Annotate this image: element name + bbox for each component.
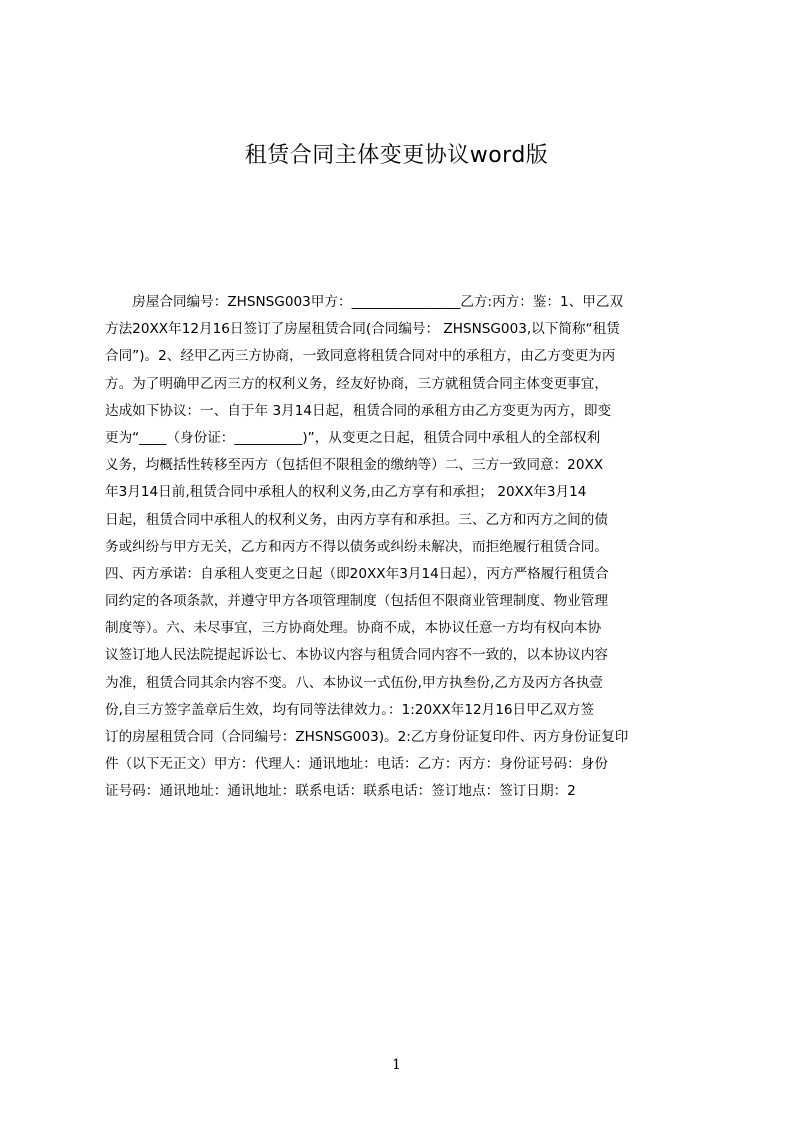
body-line: 年3月14日前,租赁合同中承租人的权利义务,由乙方享有和承担； 20XX年3月14 <box>105 484 587 501</box>
body-line: 为准，租赁合同其余内容不变。八、本协议一式伍份,甲方执叁份,乙方及丙方各执壹 <box>105 674 604 691</box>
document-body <box>105 289 697 800</box>
body-line: 议签订地人民法院提起诉讼七、本协议内容与租赁合同内容不一致的，以本协议内容 <box>105 647 608 664</box>
body-line: 同约定的各项条款，并遵守甲方各项管理制度（包括但不限商业管理制度、物业管理 <box>105 593 608 610</box>
body-line: 方法20XX年12月16日签订了房屋租赁合同(合同编号： ZHSNSG003,以下简称“租赁 <box>105 321 620 338</box>
body-line: 证号码：通讯地址：通讯地址：联系电话：联系电话：签订地点：签订日期：2 <box>105 783 576 800</box>
page-number: 1 <box>392 1057 401 1073</box>
body-line: 更为“____（身份证：__________)”，从变更之日起，租赁合同中承租人的全部权利 <box>105 429 601 446</box>
document-title: 租赁合同主体变更协议word版 <box>244 143 549 168</box>
body-line: 件（以下无正文）甲方：代理人：通讯地址：电话：乙方：丙方：身份证号码：身份 <box>105 756 608 773</box>
body-line: 日起，租赁合同中承租人的权利义务，由丙方享有和承担。三、乙方和丙方之间的债 <box>105 511 608 528</box>
body-line: 制度等）。六、未尽事宜，三方协商处理。协商不成，本协议任意一方均有权向本协 <box>105 620 602 637</box>
body-line: 份,自三方签字盖章后生效，均有同等法律效力。：1:20XX年12月16日甲乙双方签 <box>105 701 595 718</box>
body-line: 房屋合同编号：ZHSNSG003甲方：________________乙方:丙方：鉴：1、甲乙双 <box>105 294 624 310</box>
body-line: 务或纠纷与甲方无关，乙方和丙方不得以债务或纠纷未解决，而拒绝履行租赁合同。 <box>105 538 608 555</box>
body-line: 订的房屋租赁合同（合同编号：ZHSNSG003)。2:乙方身份证复印件、丙方身份证复印 <box>105 729 629 745</box>
body-line: 义务，均概括性转移至丙方（包括但不限租金的缴纳等）二、三方一致同意：20XX <box>105 457 604 474</box>
body-line: 达成如下协议：一、自于年 3月14日起，租赁合同的承租方由乙方变更为丙方，即变 <box>105 402 612 419</box>
body-line: 四、丙方承诺：自承租人变更之日起（即20XX年3月14日起），丙方严格履行租赁合 <box>105 565 609 582</box>
body-line: 合同”)。2、经甲乙丙三方协商，一致同意将租赁合同对中的承租方，由乙方变更为丙 <box>105 348 616 365</box>
body-line: 方。为了明确甲乙丙三方的权利义务，经友好协商，三方就租赁合同主体变更事宜， <box>105 375 608 392</box>
